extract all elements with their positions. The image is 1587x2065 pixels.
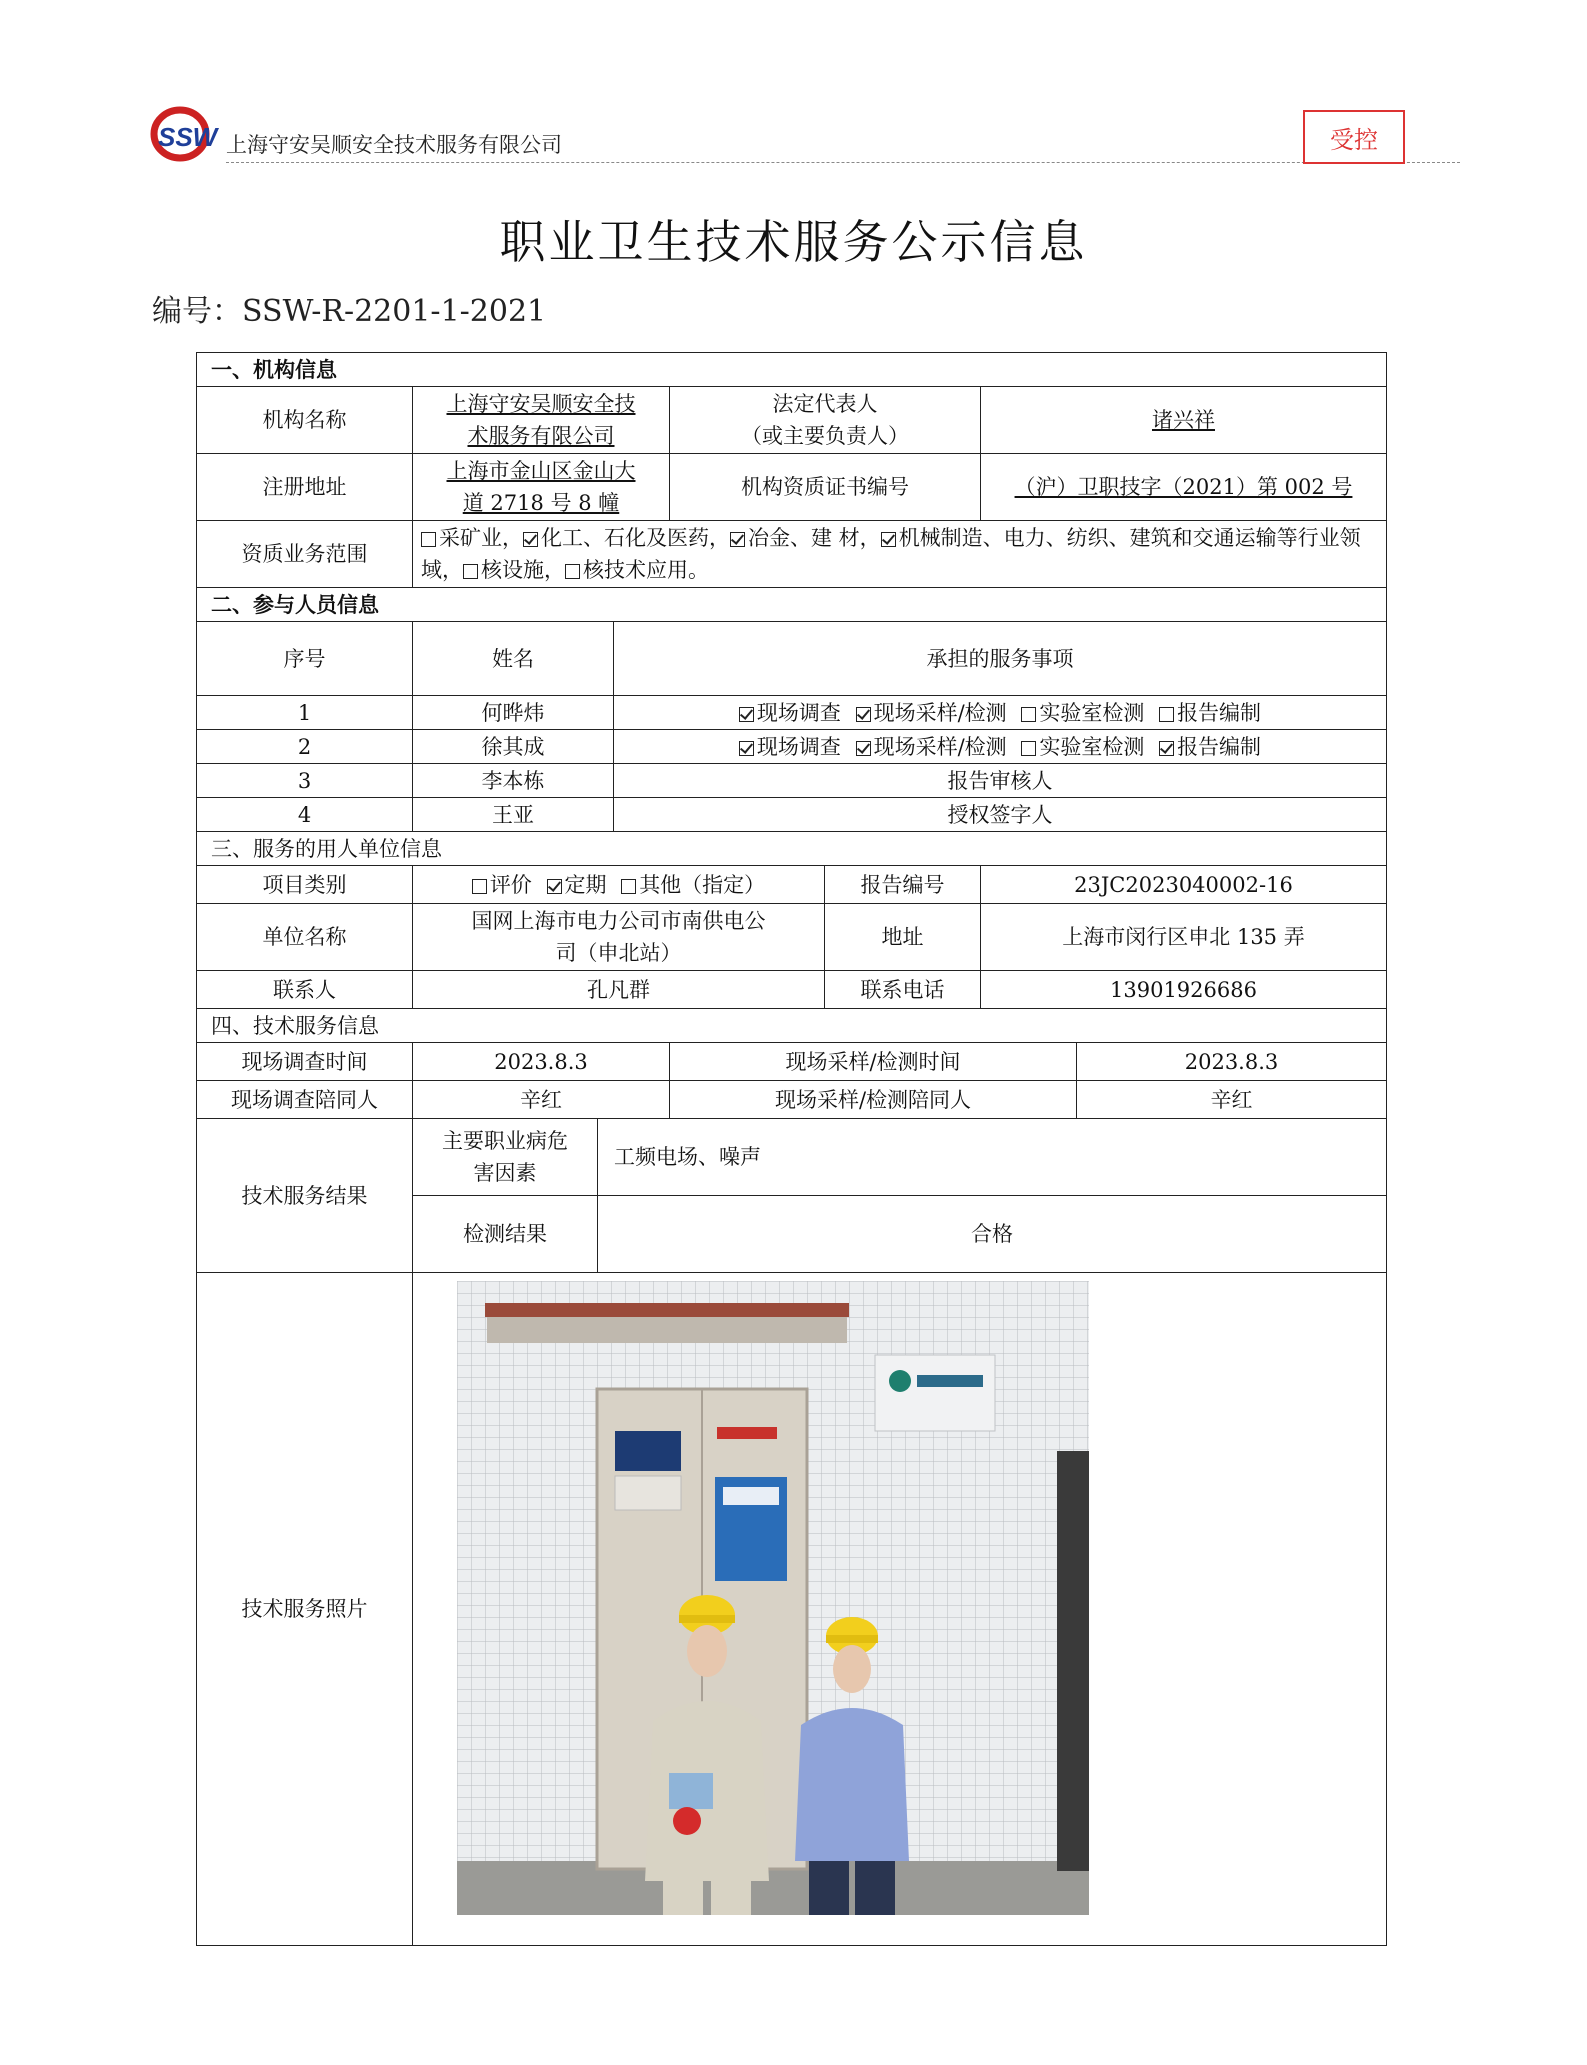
duty-checkbox: 现场调查: [739, 735, 841, 759]
org-name-label: 机构名称: [197, 387, 413, 454]
phone-label: 联系电话: [825, 971, 981, 1009]
document-header: [150, 98, 1430, 166]
survey-time-label: 现场调查时间: [197, 1043, 413, 1081]
duty-checkbox: 现场采样/检测: [856, 735, 1007, 759]
sampling-escort-label: 现场采样/检测陪同人: [670, 1081, 1077, 1119]
sampling-time-value: 2023.8.3: [1077, 1043, 1387, 1081]
person-duties: 授权签字人: [614, 798, 1387, 832]
report-no-value: 23JC2023040002-16: [981, 866, 1387, 904]
duty-checkbox: 报告编制: [1159, 701, 1261, 725]
person-name: 李本栋: [413, 764, 614, 798]
table-row: [197, 696, 1387, 730]
section-org-info: 一、机构信息: [197, 353, 1387, 387]
col-header-duty: 承担的服务事项: [614, 622, 1387, 696]
person-duties: [614, 730, 1387, 764]
page-title: 职业卫生技术服务公示信息: [499, 215, 1088, 269]
person-duties: [614, 696, 1387, 730]
table-row: [197, 730, 1387, 764]
photo-cell: [413, 1273, 1387, 1946]
duty-checkbox: 实验室检测: [1021, 735, 1144, 759]
unit-address-label: 地址: [825, 904, 981, 971]
person-duties: 报告审核人: [614, 764, 1387, 798]
unit-address-value: 上海市闵行区申北 135 弄: [981, 904, 1387, 971]
duty-checkbox: 现场调查: [739, 701, 841, 725]
duty-checkbox: 报告编制: [1159, 735, 1261, 759]
project-type-checkbox: 评价: [472, 873, 532, 897]
scope-checkbox-nuclear-tech: 核技术应用。: [565, 558, 709, 582]
legal-rep-label: 法定代表人 （或主要负责人）: [670, 387, 981, 454]
survey-escort-label: 现场调查陪同人: [197, 1081, 413, 1119]
company-logo: [150, 98, 222, 166]
duty-checkbox: 实验室检测: [1021, 701, 1144, 725]
photo-label: 技术服务照片: [197, 1273, 413, 1946]
section-employer-info: 三、服务的用人单位信息: [197, 832, 1387, 866]
header-divider: [226, 162, 1460, 163]
svg-text:SSW: SSW: [158, 122, 218, 152]
person-name: 王亚: [413, 798, 614, 832]
unit-name-label: 单位名称: [197, 904, 413, 971]
cert-label: 机构资质证书编号: [670, 454, 981, 521]
report-no-label: 报告编号: [825, 866, 981, 904]
contact-value: 孔凡群: [413, 971, 825, 1009]
phone-value: 13901926686: [981, 971, 1387, 1009]
result-label: 技术服务结果: [197, 1119, 413, 1273]
project-type-checkbox: 其他（指定）: [621, 873, 765, 897]
address-value: 上海市金山区金山大 道 2718 号 8 幢: [413, 454, 670, 521]
detect-result-value: 合格: [598, 1196, 1387, 1273]
person-no: 2: [197, 730, 413, 764]
table-row: [197, 764, 1387, 798]
person-name: 徐其成: [413, 730, 614, 764]
scope-checkbox-mining: 采矿业，: [421, 526, 523, 550]
disclosure-form: [196, 352, 1387, 1946]
service-photo: [457, 1281, 1089, 1915]
survey-escort-value: 辛红: [413, 1081, 670, 1119]
scope-value: [413, 521, 1387, 588]
hazards-label: 主要职业病危 害因素: [413, 1119, 598, 1196]
company-name: 上海守安吴顺安全技术服务有限公司: [226, 133, 562, 157]
section-service-info: 四、技术服务信息: [197, 1009, 1387, 1043]
scope-checkbox-manufacturing: 机械制造、电力、纺织、建筑和交通运输等行业领域，: [421, 526, 1361, 582]
section-personnel-info: 二、参与人员信息: [197, 588, 1387, 622]
unit-name-value: 国网上海市电力公司市南供电公 司（申北站）: [413, 904, 825, 971]
detect-label: 检测结果: [413, 1196, 598, 1273]
sampling-escort-value: 辛红: [1077, 1081, 1387, 1119]
contact-label: 联系人: [197, 971, 413, 1009]
person-no: 4: [197, 798, 413, 832]
legal-rep-value: 诸兴祥: [981, 387, 1387, 454]
person-no: 1: [197, 696, 413, 730]
scope-checkbox-chemical: 化工、石化及医药，: [523, 526, 730, 550]
scope-checkbox-metallurgy: 冶金、建 材，: [730, 526, 881, 550]
person-name: 何晔炜: [413, 696, 614, 730]
hazards-value: 工频电场、噪声: [598, 1119, 1387, 1196]
table-row: [197, 798, 1387, 832]
controlled-stamp: 受控: [1303, 110, 1405, 164]
sampling-time-label: 现场采样/检测时间: [670, 1043, 1077, 1081]
col-header-name: 姓名: [413, 622, 614, 696]
scope-label: 资质业务范围: [197, 521, 413, 588]
survey-time-value: 2023.8.3: [413, 1043, 670, 1081]
document-number: 编号：SSW-R-2201-1-2021: [152, 294, 547, 329]
person-no: 3: [197, 764, 413, 798]
cert-value: （沪）卫职技字（2021）第 002 号: [981, 454, 1387, 521]
project-type-checkbox: 定期: [547, 873, 607, 897]
address-label: 注册地址: [197, 454, 413, 521]
scope-checkbox-nuclear-facility: 核设施，: [463, 558, 565, 582]
col-header-no: 序号: [197, 622, 413, 696]
project-type-label: 项目类别: [197, 866, 413, 904]
org-name-value: 上海守安吴顺安全技 术服务有限公司: [413, 387, 670, 454]
project-type-value: [413, 866, 825, 904]
duty-checkbox: 现场采样/检测: [856, 701, 1007, 725]
